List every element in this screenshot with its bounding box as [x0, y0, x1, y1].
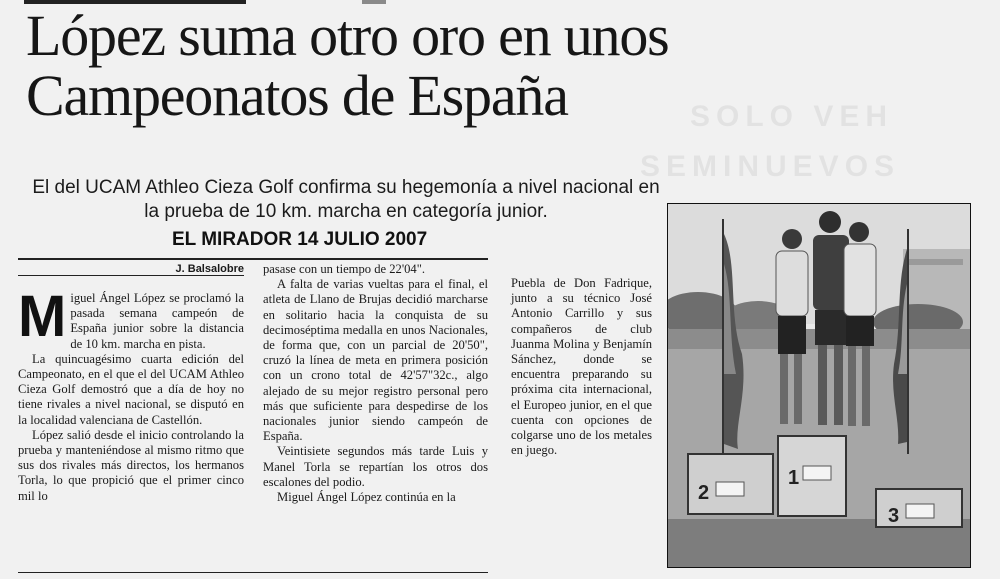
bottom-rule [18, 572, 488, 573]
podium-number-1: 1 [788, 467, 800, 489]
column-1 [18, 284, 244, 504]
podium-number-2: 2 [698, 482, 710, 504]
byline: J. Balsalobre [175, 263, 244, 275]
headline-line-2: Campeonatos de España [26, 63, 568, 128]
bleed-through-texture: SOLO VEH [690, 100, 894, 133]
paragraph: Puebla de Don Fadrique, junto a su técnico José Antonio Carrillo y sus compañeros de club Juanma Molina y Benjamín Sánchez, donde se encuentra preparando su próxima cita internacional, el Europeo junior, en el que cuenta con opciones de colgarse uno de los metales en juego. [511, 276, 652, 458]
paragraph: A falta de varias vueltas para el final, el atleta de Llano de Brujas decidió marcharse en solitario hacia la conquista de su decimoséptima medalla en unos Nacionales, de forma que, con un parcial de 20'50", cruzó la línea de meta en primera posición con un crono total de 42'57"32c., algo alejado de su mejor registro personal pero más que suficiente para despedirse de los nacionales junior siendo campeón de España. [263, 277, 488, 444]
paragraph: La quincuagésimo cuarta edición del Campeonato, en el que el del UCAM Athleo Cieza Golf demostró que a día de hoy no tiene rivales a nivel nacional, se disputó en la localidad valenciana de Castellón. [18, 351, 244, 427]
subheadline: El del UCAM Athleo Cieza Golf confirma su hegemonía a nivel nacional en la prueba de 10 km. marcha en categoría junior. [32, 177, 660, 222]
headline [26, 3, 786, 128]
byline-underline [18, 275, 244, 276]
paragraph: Miguel Ángel López continúa en la [277, 490, 456, 505]
headline-line-1: López suma otro oro en unos [26, 3, 669, 68]
column-3 [511, 276, 652, 458]
bleed-through-texture-2: SEMINUEVOS [640, 150, 901, 183]
paragraph: iguel Ángel López se proclamó la pasada semana campeón de España junior sobre la distancia de 10 km. marcha en pista. [70, 291, 244, 351]
podium-photo [667, 203, 971, 568]
drop-cap: M [18, 284, 65, 349]
paragraph: Veintisiete segundos más tarde Luis y Manel Torla se repartían los otros dos escalones del podio. [263, 444, 488, 489]
podium-number-3: 3 [888, 505, 900, 527]
column-2 [263, 262, 488, 505]
paragraph: pasase con un tiempo de 22'04". [263, 262, 425, 276]
paragraph: López salió desde el inicio controlando la prueba y manteniéndose al mismo ritmo que sus dos rivales más directos, los hermanos Torla, lo que propició que el primer cinco mil lo [18, 427, 244, 503]
podium-photo-illustration [668, 204, 970, 567]
byline-rule [18, 258, 488, 260]
source-label: EL MIRADOR 14 JULIO 2007 [172, 229, 428, 250]
